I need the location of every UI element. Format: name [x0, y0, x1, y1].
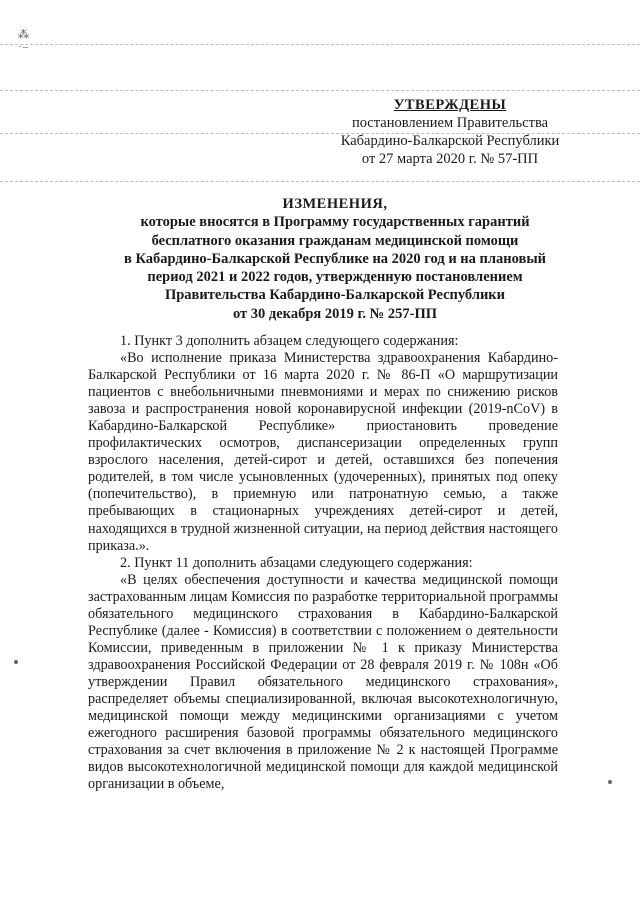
item-1-quote: «Во исполнение приказа Министерства здравоохранения Кабардино-Балкарской Республики от 16 марта 2020 г. № 86-П «О маршрутизации пациентов с внебольничными пневмониями и мерах по снижению рисков завоза и распространения новой коронавирусной инфекции (2019-nCoV) в Кабардино-Балкарской Республике» приостановить проведение профилактических осмотров, диспансеризации определенных групп взрослого населения, детей-сирот и детей, оставшихся без попечения родителей, в том числе усыновленных (удочеренных), принятых под опеку (попечительство), в приемную или патронатную семью, а также пребывающих в стационарных учреждениях детей-сирот и детей, находящихся в трудной жизненной ситуации, на период действия настоящего приказа.». — [88, 350, 558, 554]
approval-line: Кабардино-Балкарской Республики — [340, 133, 560, 149]
document-title — [70, 195, 600, 323]
approval-line: от 27 марта 2020 г. № 57-ПП — [361, 151, 539, 167]
scan-artifact-line — [0, 90, 640, 91]
document-body — [88, 333, 558, 793]
item-1-heading: 1. Пункт 3 дополнить абзацем следующего содержания: — [120, 333, 459, 349]
scan-dot — [608, 780, 612, 784]
title-line: которые вносятся в Программу государственных гарантий — [140, 214, 530, 231]
title-line: в Кабардино-Балкарской Республике на 2020 год и на плановый — [123, 250, 547, 267]
scan-artifact-line — [0, 44, 640, 45]
title-main: ИЗМЕНЕНИЯ, — [282, 196, 388, 212]
title-line: от 30 декабря 2019 г. № 257-ПП — [232, 305, 438, 322]
scan-dot — [14, 660, 18, 664]
title-line: период 2021 и 2022 годов, утвержденную постановлением — [147, 269, 523, 286]
approval-line: постановлением Правительства — [351, 115, 549, 131]
scan-corner-mark: ⁂ ·– — [18, 29, 30, 53]
title-line: Правительства Кабардино-Балкарской Республики — [164, 287, 506, 304]
scan-artifact-line — [0, 181, 640, 182]
item-2-heading: 2. Пункт 11 дополнить абзацами следующего содержания: — [120, 554, 473, 571]
approval-heading: УТВЕРЖДЕНЫ — [393, 97, 507, 113]
item-2-quote: «В целях обеспечения доступности и качества медицинской помощи застрахованным лицам Комиссия по разработке территориальной программы обязательного медицинского страхования в Кабардино-Балкарской Республике (далее - Комиссия) в соответствии с положением о деятельности Комиссии, приведенным в приложении № 1 к приказу Министерства здравоохранения Российской Федерации от 28 февраля 2019 г. № 108н «Об утверждении Правил обязательного медицинского страхования», распределяет объемы специализированной, включая высокотехнологичную, медицинской помощи между медицинскими организациями с учетом ежегодного расширения базовой программы обязательного медицинского страхования за счет включения в приложение № 2 к настоящей Программе видов высокотехнологичной медицинской помощи для каждой медицинской организации в объеме, — [88, 571, 558, 793]
title-line: бесплатного оказания гражданам медицинской помощи — [151, 232, 519, 249]
approval-block — [300, 96, 600, 168]
